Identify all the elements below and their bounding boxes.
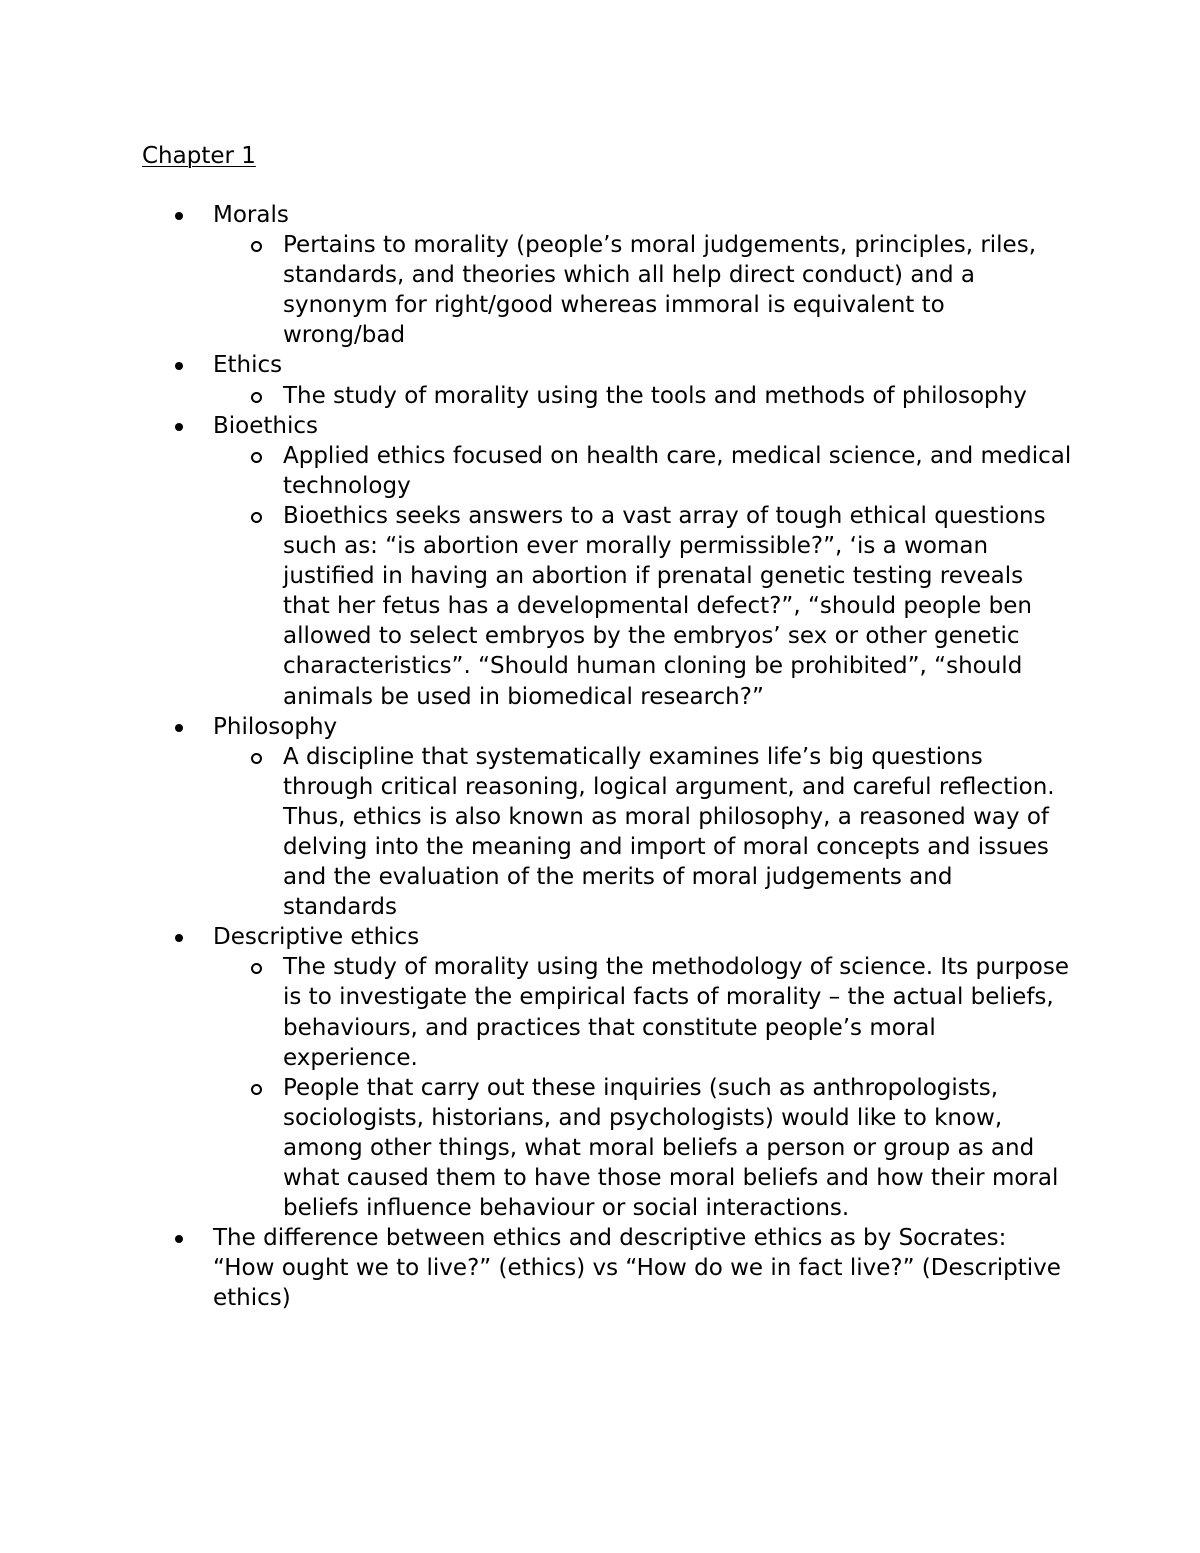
sub-list-item-text: People that carry out these inquiries (such as anthropologists, sociologists, historians, and psychologists) would like to know, among other things, what moral beliefs a person or group as and what caused them to have those moral beliefs and how their moral beliefs influence behaviour or social interactions. <box>283 1074 1059 1222</box>
bullet-icon <box>175 1235 183 1243</box>
hollow-bullet-icon <box>251 1084 262 1095</box>
list-item-label: Descriptive ethics <box>213 924 420 951</box>
sub-list-item-text: The study of morality using the tools and methods of philosophy <box>283 382 1027 409</box>
bullet-icon <box>175 934 183 942</box>
sub-list-item <box>213 381 1072 411</box>
list-item-label: Ethics <box>213 352 283 379</box>
bullet-icon <box>175 423 183 431</box>
list-item-label: Bioethics <box>213 412 319 439</box>
sub-list-item <box>213 441 1072 501</box>
hollow-bullet-icon <box>251 512 262 523</box>
hollow-bullet-icon <box>251 963 262 974</box>
sub-list <box>213 952 1072 1223</box>
hollow-bullet-icon <box>251 392 262 403</box>
list-item-difference <box>142 1223 1072 1313</box>
bullet-icon <box>175 724 183 732</box>
sub-list-item-text: A discipline that systematically examines life’s big questions through critical reasoning, logical argument, and careful reflection. Thus, ethics is also known as moral philosophy, a reasoned way of delving into the meaning and import of moral concepts and issues and the evaluation of the merits of moral judgements and standards <box>283 743 1055 921</box>
sub-list-item <box>213 952 1072 1072</box>
list-item-descriptive-ethics <box>142 922 1072 1223</box>
sub-list-item-text: Pertains to morality (people’s moral judgements, principles, riles, standards, and theories which all help direct conduct) and a synonym for right/good whereas immoral is equivalent to wrong/bad <box>283 232 1037 349</box>
hollow-bullet-icon <box>251 452 262 463</box>
list-item-label: Morals <box>213 202 289 228</box>
list-item-label: Philosophy <box>213 713 338 740</box>
sub-list-item <box>213 230 1072 350</box>
bullet-icon <box>175 362 183 370</box>
sub-list-item-text: Bioethics seeks answers to a vast array of tough ethical questions such as: “is abortion ever morally permissible?”, ‘is a woman justified in having an abortion if prenatal genetic testing reveals that her fetus has a developmental defect?”, “should people ben allowed to select embryos by the embryos’ sex or other genetic characteristics”. “Should human cloning be prohibited”, “should animals be used in biomedical research?” <box>283 502 1046 710</box>
hollow-bullet-icon <box>251 241 262 252</box>
list-item-ethics <box>142 350 1072 410</box>
sub-list <box>213 742 1072 923</box>
sub-list-item <box>213 501 1072 712</box>
sub-list-item <box>213 1073 1072 1223</box>
sub-list <box>213 441 1072 712</box>
sub-list <box>213 230 1072 350</box>
bullet-icon <box>175 212 183 220</box>
list-item-philosophy <box>142 712 1072 923</box>
notes-outline <box>142 200 1072 1313</box>
chapter-heading: Chapter 1 <box>142 143 256 169</box>
list-item-label: The difference between ethics and descriptive ethics as by Socrates: “How ought we to live?” (ethics) vs “How do we in fact live?” (Descriptive ethics) <box>213 1225 1061 1312</box>
sub-list-item <box>213 742 1072 923</box>
sub-list-item-text: Applied ethics focused on health care, medical science, and medical technology <box>283 442 1072 499</box>
hollow-bullet-icon <box>251 753 262 764</box>
list-item-morals <box>142 200 1072 350</box>
list-item-bioethics <box>142 411 1072 712</box>
sub-list-item-text: The study of morality using the methodology of science. Its purpose is to investigate the empirical facts of morality – the actual beliefs, behaviours, and practices that constitute people’s moral experience. <box>283 954 1069 1071</box>
sub-list <box>213 381 1072 411</box>
